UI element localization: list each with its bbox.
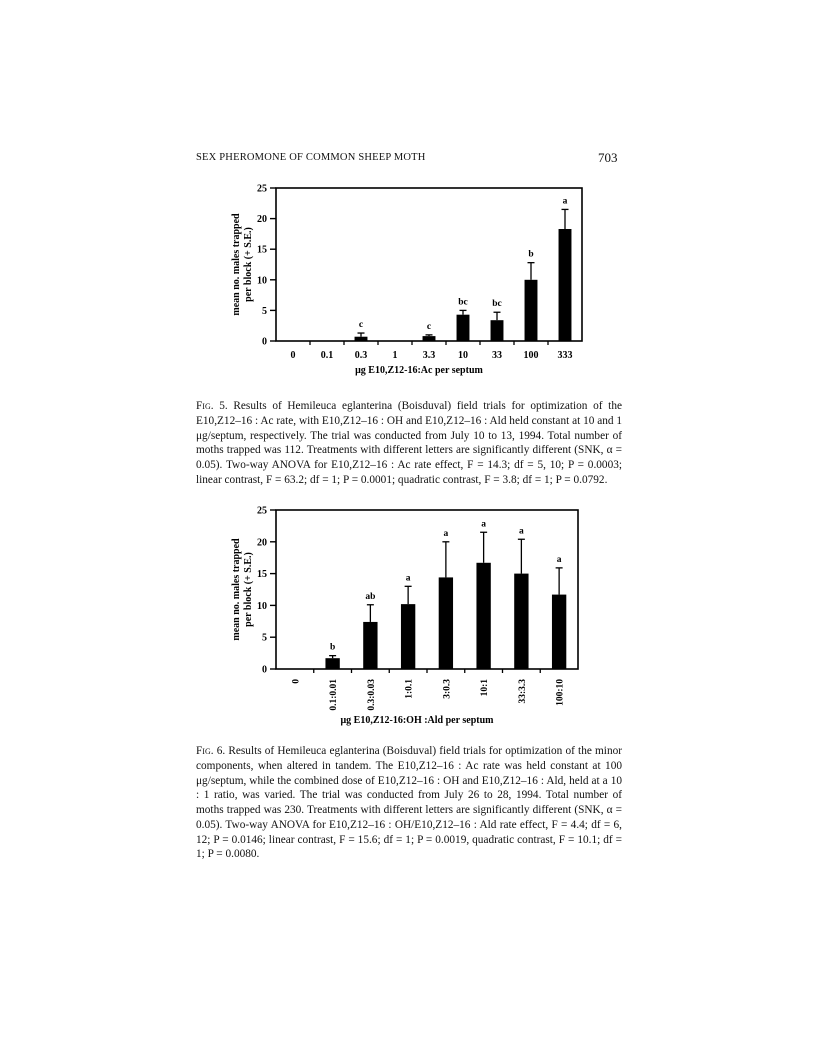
y-tick-label: 15 — [257, 244, 267, 256]
bar — [423, 336, 436, 341]
x-tick-label: 0 — [291, 679, 302, 684]
x-tick-label: 333 — [557, 350, 573, 361]
figure-5-label: Fig. 5. — [196, 400, 228, 413]
x-tick-label: 0.1:0.01 — [329, 679, 340, 711]
y-tick-label: 25 — [257, 505, 267, 517]
figure-6-chart — [0, 500, 816, 730]
significance-letter: a — [481, 519, 486, 530]
bar — [457, 315, 470, 341]
y-tick-label: 20 — [257, 537, 267, 549]
bar — [439, 577, 453, 669]
y-tick-label: 10 — [257, 600, 267, 612]
bar — [355, 337, 368, 341]
bar — [559, 229, 572, 341]
y-axis-label-line2: per block (+ S.E.) — [243, 552, 254, 627]
x-tick-label: 10 — [458, 350, 468, 361]
figure-5-caption-text: Results of Hemileuca eglanterina (Boisduval) field trials for optimization of the E10,Z12–16 : Ac rate, with E10,Z12–16 : OH and E10,Z12–16 : Ald held constant at 10 and 1 μg/septum, respectively. The trial was conducted from July 10 to 13, 1994. Total number of moths trapped was 112. Treatments with different letters are significantly different (SNK, α = 0.05). Two-way ANOVA for E10,Z12–16 : Ac rate effect, F = 14.3; df = 5, 10; P = 0.0003; linear contrast, F = 63.2; df = 1; P = 0.0001; quadratic contrast, F = 3.8; df = 1; P = 0.0792. — [196, 400, 622, 486]
bar — [552, 595, 566, 669]
y-tick-label: 10 — [257, 275, 267, 287]
significance-letter: a — [519, 526, 524, 537]
x-tick-label: 0 — [290, 350, 296, 361]
x-tick-label: 33:3.3 — [517, 679, 528, 704]
x-tick-label: 0.3 — [354, 350, 368, 361]
page-header — [0, 152, 816, 168]
y-tick-label: 0 — [262, 664, 267, 676]
figure-6-label: Fig. 6. — [196, 745, 226, 758]
significance-letter: b — [528, 249, 534, 260]
bar — [363, 622, 377, 669]
x-tick-label: 0.1 — [320, 350, 334, 361]
plot-frame — [276, 510, 578, 669]
y-axis-label: mean no. males trapped — [231, 213, 242, 316]
x-tick-label: 0.3:0.03 — [366, 679, 377, 711]
bar — [476, 563, 490, 669]
page-number: 703 — [598, 150, 618, 165]
bar — [401, 604, 415, 669]
bar — [325, 658, 339, 669]
figure-5-caption — [196, 399, 622, 487]
y-tick-label: 5 — [262, 632, 267, 644]
bar — [491, 320, 504, 341]
y-tick-label: 5 — [262, 305, 267, 317]
significance-letter: ab — [365, 591, 376, 602]
significance-letter: c — [358, 320, 364, 331]
y-tick-label: 20 — [257, 214, 267, 226]
running-head: SEX PHEROMONE OF COMMON SHEEP MOTH — [196, 152, 426, 163]
figure-5-chart — [0, 178, 816, 378]
x-tick-label: 1:0.1 — [404, 679, 415, 699]
significance-letter: a — [405, 573, 411, 584]
x-tick-label: 100:10 — [555, 679, 566, 706]
y-axis-label-line2: per block (+ S.E.) — [243, 227, 254, 302]
bar — [525, 280, 538, 341]
significance-letter: c — [426, 321, 432, 332]
figure-6 — [0, 500, 816, 730]
significance-letter: a — [562, 196, 568, 207]
significance-letter: bc — [492, 299, 502, 310]
significance-letter: a — [443, 528, 449, 539]
x-axis-label: μg E10,Z12-16:OH :Ald per septum — [340, 715, 494, 726]
significance-letter: bc — [458, 297, 468, 308]
x-tick-label: 1 — [392, 350, 398, 361]
x-tick-label: 100 — [523, 350, 539, 361]
y-tick-label: 15 — [257, 569, 267, 581]
bar — [514, 574, 528, 669]
y-tick-label: 25 — [257, 183, 267, 195]
figure-6-caption — [196, 744, 622, 862]
x-tick-label: 3.3 — [422, 350, 436, 361]
y-tick-label: 0 — [262, 336, 267, 348]
figure-6-caption-text: Results of Hemileuca eglanterina (Boisduval) field trials for optimization of the minor components, when altered in tandem. The E10,Z12–16 : Ac rate was held constant at 100 μg/septum, while the combined dose of E10,Z12–16 : OH and E10,Z12–16 : Ald, held at a 10 : 1 ratio, was varied. The trial was conducted from July 26 to 28, 1994. Total number of moths trapped was 230. Treatments with different letters are significantly different (SNK, α = 0.05). Two-way ANOVA for E10,Z12–16 : OH/E10,Z12–16 : Ald rate effect, F = 4.4; df = 6, 12; P = 0.0146; linear contrast, F = 15.6; df = 1; P = 0.0019, quadratic contrast, F = 10.1; df = 1; P = 0.0080. — [196, 745, 623, 861]
significance-letter: b — [329, 642, 336, 653]
x-axis-label: μg E10,Z12-16:Ac per septum — [355, 365, 483, 376]
x-tick-label: 10:1 — [480, 679, 491, 697]
significance-letter: a — [556, 554, 562, 565]
x-tick-label: 3:0.3 — [442, 679, 453, 699]
y-axis-label: mean no. males trapped — [231, 538, 242, 641]
figure-5 — [0, 178, 816, 378]
x-tick-label: 33 — [492, 350, 502, 361]
